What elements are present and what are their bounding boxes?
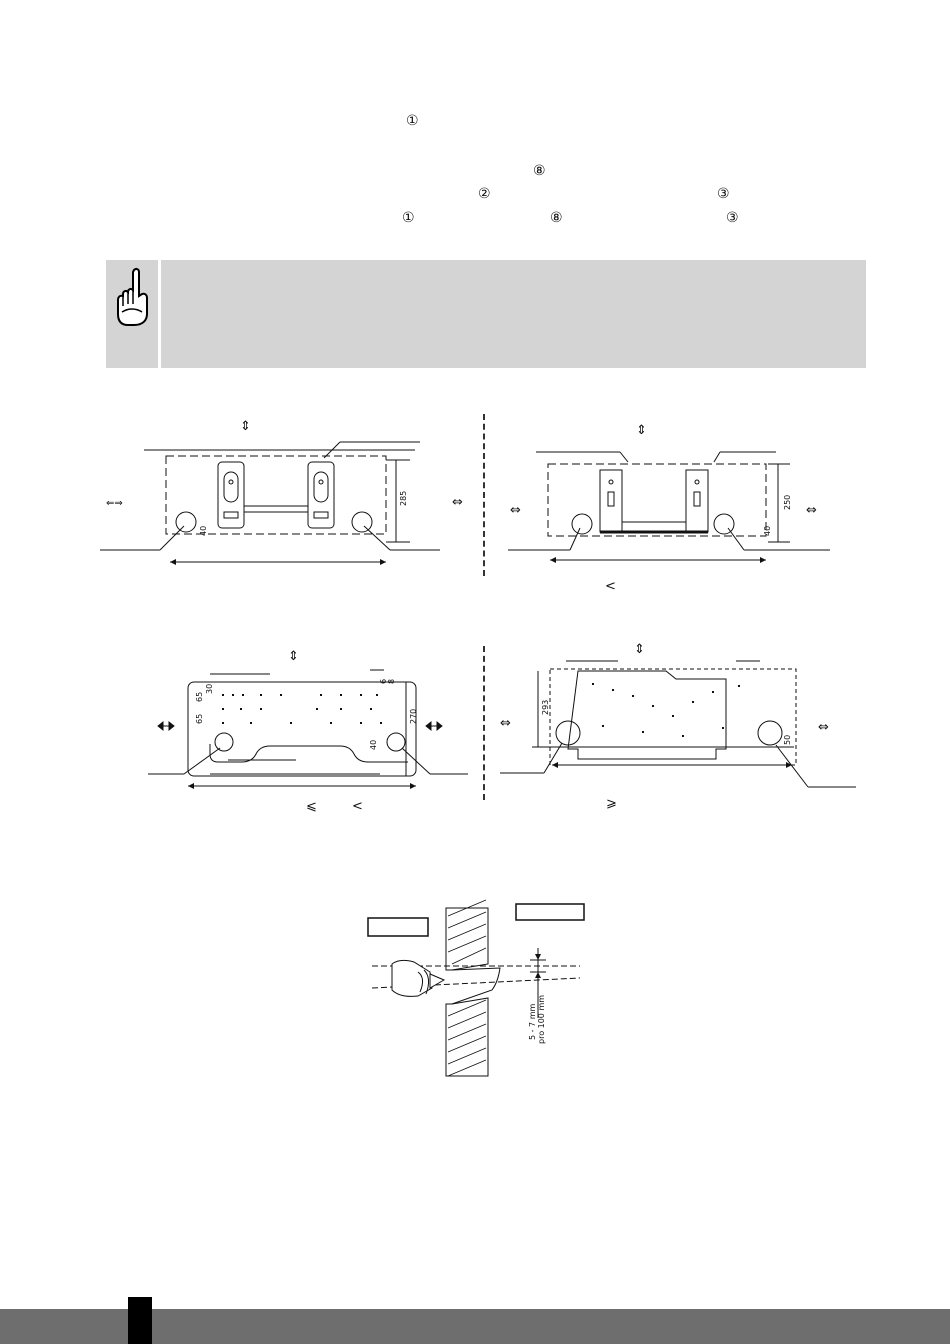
figure-wall-drilling — [360, 898, 590, 1083]
fig-a-bracket-left — [218, 462, 244, 528]
ref-marker-1: ① — [406, 113, 419, 129]
ref-marker-3b: ③ — [726, 210, 739, 226]
fig-c-dim-6: 6 — [379, 678, 388, 684]
figure-divider-top — [483, 414, 485, 576]
fig-b-caption: < — [605, 579, 616, 594]
fig-a-right-arrow: ⇔ — [452, 495, 463, 510]
fig-b-up-arrow: ⇕ — [636, 423, 647, 438]
page-footer-bar — [0, 1309, 950, 1344]
fig-c-caption-le: ⩽ — [306, 799, 317, 813]
fig-c-right-arrow — [426, 722, 442, 730]
ref-marker-2: ② — [478, 186, 491, 202]
page-footer-tab — [128, 1297, 152, 1344]
fig-b-bracket-right — [686, 470, 708, 532]
label-box-outside — [516, 904, 584, 920]
fig-c-dim-270: 270 — [409, 708, 418, 724]
fig-a-bracket-right — [308, 462, 334, 528]
drill-spec-mm: 5 - 7 mm — [528, 1003, 537, 1040]
ref-marker-8: ⑧ — [533, 163, 546, 179]
fig-c-caption-lt: < — [352, 799, 363, 813]
fig-b-dim-40: 40 — [763, 525, 772, 536]
fig-d-dim-50: 50 — [783, 734, 792, 745]
ref-marker-1b: ① — [402, 210, 415, 226]
fig-a-dim-40: 40 — [199, 525, 208, 536]
figure-mounting-plate-d — [492, 635, 862, 815]
fig-b-left-arrow: ⇔ — [510, 503, 521, 518]
fig-d-caption: ⩾ — [606, 796, 617, 811]
fig-a-left-arrow: ⇐⇒ — [106, 498, 123, 509]
fig-c-up-arrow: ⇕ — [288, 649, 299, 664]
note-divider — [158, 260, 161, 368]
figure-mounting-plate-b — [500, 410, 845, 595]
fig-c-dim-65a: 65 — [195, 691, 204, 702]
fig-a-dim-285: 285 — [399, 490, 408, 506]
ref-marker-3: ③ — [717, 186, 730, 202]
figure-mounting-plate-c — [140, 638, 475, 813]
drill-spec-per: pro 100 mm — [537, 994, 546, 1044]
fig-d-up-arrow: ⇕ — [634, 642, 645, 657]
fig-b-right-arrow: ⇔ — [806, 503, 817, 518]
fig-a-up-arrow: ⇕ — [240, 419, 251, 434]
fig-c-dim-30: 30 — [205, 683, 214, 694]
label-box-inside — [368, 918, 428, 936]
ref-marker-8b: ⑧ — [550, 210, 563, 226]
wall-lower — [446, 998, 488, 1076]
fig-c-dim-8: 8 — [387, 678, 396, 684]
fig-b-bracket-left — [600, 470, 622, 532]
wall-upper — [446, 900, 488, 970]
pointing-hand-icon — [114, 266, 152, 328]
fig-c-left-arrow — [158, 722, 174, 730]
note-box — [106, 260, 866, 368]
fig-d-left-arrow: ⇔ — [500, 716, 511, 731]
figure-mounting-plate-a — [100, 410, 475, 580]
fig-c-dim-65b: 65 — [195, 713, 204, 724]
fig-b-dim-250: 250 — [783, 494, 792, 510]
fig-d-dim-293: 293 — [541, 699, 550, 715]
figure-divider-bottom — [483, 646, 485, 800]
fig-d-right-arrow: ⇔ — [818, 720, 829, 735]
fig-c-dim-40: 40 — [369, 739, 378, 750]
